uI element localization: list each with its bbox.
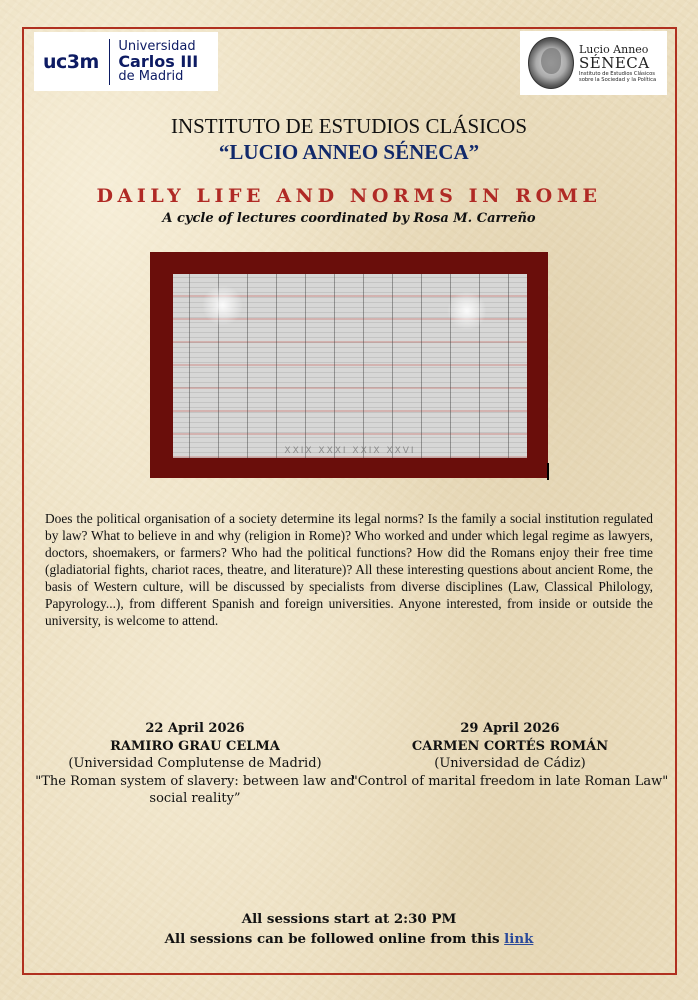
uc3m-line-3: de Madrid xyxy=(118,69,184,84)
online-note-text: All sessions can be followed online from this xyxy=(164,931,505,947)
page-title: DAILY LIFE AND NORMS IN ROME xyxy=(96,185,602,207)
institute-name: “LUCIO ANNEO SÉNECA” xyxy=(218,140,480,164)
session-speaker: CARMEN CORTÉS ROMÁN xyxy=(411,738,609,754)
uc3m-wordmark xyxy=(118,39,198,84)
session-card xyxy=(350,720,670,790)
seneca-line-4: sobre la Sociedad y la Política xyxy=(579,76,657,83)
roman-calendar-image xyxy=(173,274,527,458)
seneca-line-1: Lucio Anneo xyxy=(579,42,649,56)
seneca-line-3: Instituto de Estudios Clásicos xyxy=(579,70,655,77)
session-talk-title: "The Roman system of slavery: between law and social reality” xyxy=(35,773,355,806)
online-link[interactable]: link xyxy=(504,931,534,947)
seneca-wordmark xyxy=(579,44,656,83)
calendar-numerals: XXIX XXXI XXIX XXVI xyxy=(284,446,416,456)
start-time-note: All sessions start at 2:30 PM xyxy=(241,911,457,927)
session-card xyxy=(35,720,355,808)
session-speaker: RAMIRO GRAU CELMA xyxy=(110,738,280,754)
page-border xyxy=(22,27,677,975)
seneca-medallion-icon xyxy=(528,37,574,89)
session-date: 29 April 2026 xyxy=(460,721,560,736)
uc3m-line-1: Universidad xyxy=(118,39,196,54)
frame-mark xyxy=(547,463,549,480)
session-affiliation: (Universidad Complutense de Madrid) xyxy=(68,756,322,771)
session-date: 22 April 2026 xyxy=(145,721,245,736)
picture-frame xyxy=(150,252,548,478)
session-talk-title: "Control of marital freedom in late Roman Law" xyxy=(351,773,669,789)
institute-heading: INSTITUTO DE ESTUDIOS CLÁSICOS xyxy=(170,114,528,138)
footer-info xyxy=(0,909,698,949)
page-subtitle: A cycle of lectures coordinated by Rosa M. Carreño xyxy=(162,211,536,226)
seneca-line-2: SÉNECA xyxy=(579,53,650,72)
uc3m-line-2: Carlos III xyxy=(118,52,199,71)
session-affiliation: (Universidad de Cádiz) xyxy=(434,756,586,771)
seneca-logo xyxy=(520,31,667,95)
uc3m-logo xyxy=(34,32,218,91)
description-paragraph: Does the political organisation of a society determine its legal norms? Is the family a social institution regulated by law? What to believe in and why (religion in Rome)? Who worked and under which legal regime as lawyers, doctors, shoemakers, or farmers? Who had the political functions? How did the Romans enjoy their free time (gladiatorial fights, chariot races, theatre, and literature)? All these interesting questions about ancient Rome, the basis of Western culture, will be discussed by specialists from diverse disciplines (Law, Classical Philology, Papyrology...), from different Spanish and foreign universities. Anyone interested, from inside or outside the university, is welcome to attend. xyxy=(45,511,653,628)
logo-divider xyxy=(109,39,111,85)
online-note xyxy=(0,929,698,949)
uc3m-mark: uc3m xyxy=(43,50,99,73)
